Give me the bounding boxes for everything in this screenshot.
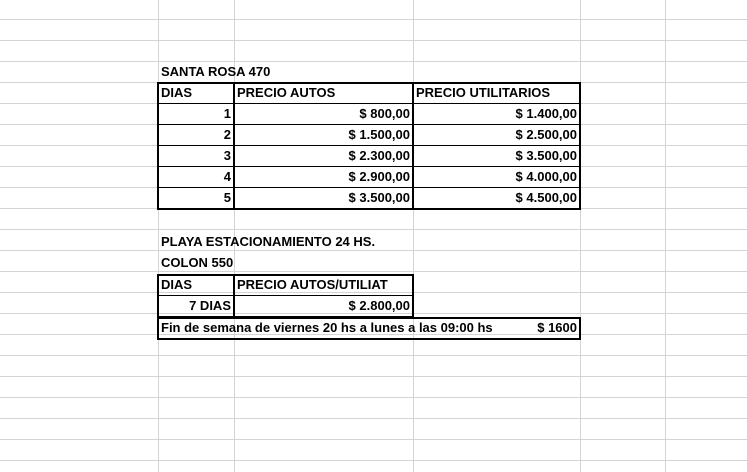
cell-precio-autos[interactable]: $ 2.900,00	[348, 169, 410, 184]
cell-precio-utilitarios[interactable]: $ 3.500,00	[515, 148, 577, 163]
section2-title[interactable]: PLAYA ESTACIONAMIENTO 24 HS.	[161, 234, 376, 249]
cell-dias[interactable]: 1	[223, 106, 231, 121]
cell-dias[interactable]: 5	[223, 190, 231, 205]
cell-precio-utilitarios[interactable]: $ 4.000,00	[515, 169, 577, 184]
weekend-price[interactable]: $ 1600	[537, 320, 577, 335]
parking-header-dias[interactable]: DIAS	[161, 277, 193, 292]
parking-cell-dias[interactable]: 7 DIAS	[189, 298, 231, 313]
cell-dias[interactable]: 3	[223, 148, 231, 163]
parking-header-precio[interactable]: PRECIO AUTOS/UTILIAT	[237, 277, 388, 292]
cell-precio-utilitarios[interactable]: $ 1.400,00	[515, 106, 577, 121]
header-dias[interactable]: DIAS	[161, 85, 193, 100]
cell-dias[interactable]: 2	[223, 127, 231, 142]
cell-precio-autos[interactable]: $ 1.500,00	[348, 127, 410, 142]
header-precio-utilitarios[interactable]: PRECIO UTILITARIOS	[416, 85, 551, 100]
cell-precio-utilitarios[interactable]: $ 4.500,00	[515, 190, 577, 205]
cell-precio-autos[interactable]: $ 800,00	[359, 106, 410, 121]
cell-dias[interactable]: 4	[223, 169, 231, 184]
weekend-text[interactable]: Fin de semana de viernes 20 hs a lunes a las 09:00 hs	[161, 320, 493, 335]
section2-subtitle[interactable]: COLON 550	[161, 255, 234, 270]
section1-title[interactable]: SANTA ROSA 470	[161, 64, 271, 79]
header-precio-autos[interactable]: PRECIO AUTOS	[237, 85, 336, 100]
parking-cell-precio[interactable]: $ 2.800,00	[348, 298, 410, 313]
cell-precio-autos[interactable]: $ 3.500,00	[348, 190, 410, 205]
cell-precio-autos[interactable]: $ 2.300,00	[348, 148, 410, 163]
cell-precio-utilitarios[interactable]: $ 2.500,00	[515, 127, 577, 142]
